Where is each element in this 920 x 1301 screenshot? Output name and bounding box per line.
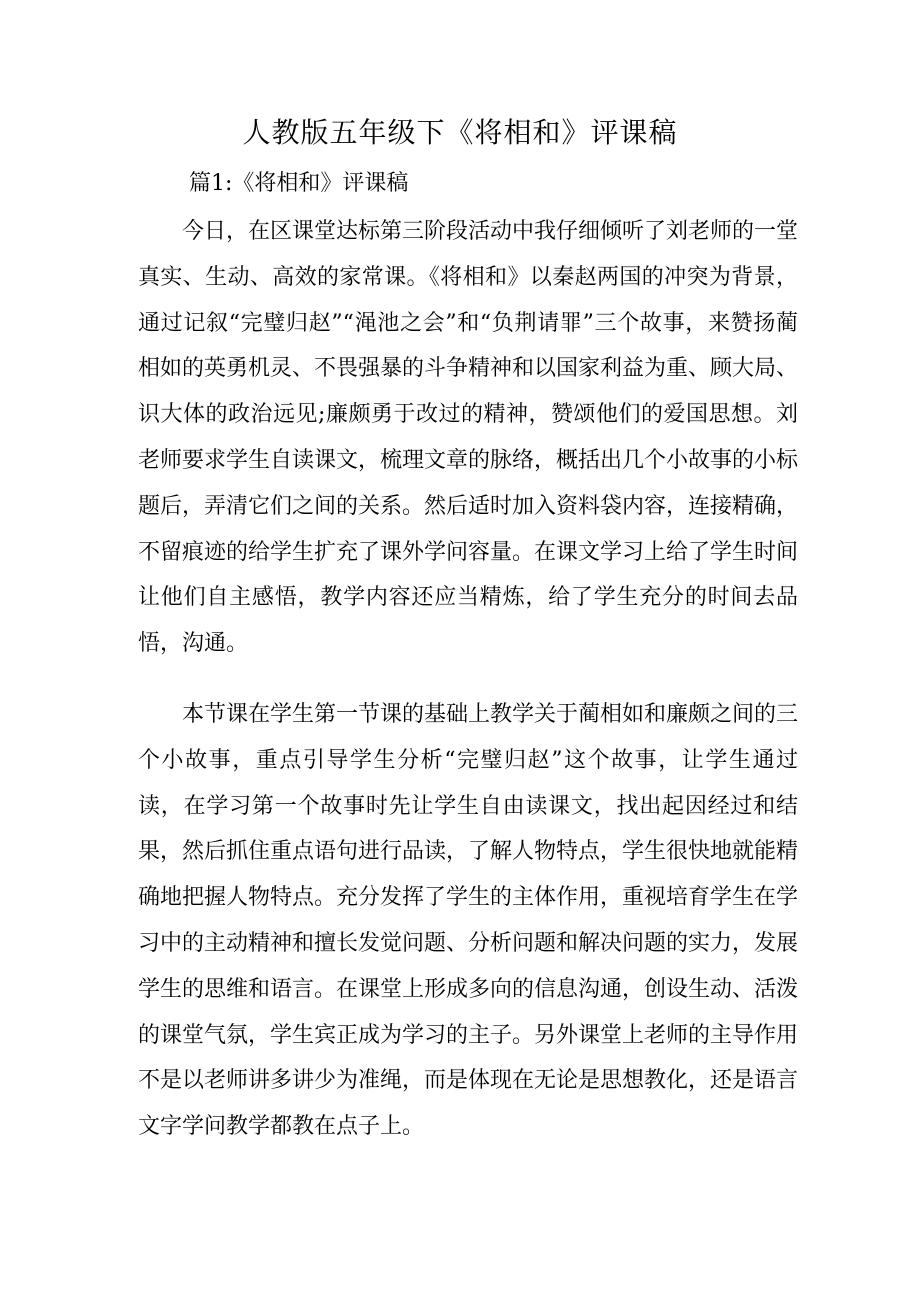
paragraph-1: 今日，在区课堂达标第三阶段活动中我仔细倾听了刘老师的一堂真实、生动、高效的家常课。《将相和》以秦赵两国的冲突为背景，通过记叙“完璧归赵”“渑池之会”和“负荆请罪”三个故事，来赞扬蔺相如的英勇机灵、不畏强暴的斗争精神和以国家利益为重、顾大局、识大体的政治远见;廉颇勇于改过的精神，赞颂他们的爱国思想。刘老师要求学生自读课文，梳理文章的脉络，概括出几个小故事的小标题后，弄清它们之间的关系。然后适时加入资料袋内容，连接精确，不留痕迹的给学生扩充了课外学问容量。在课文学习上给了学生时间让他们自主感悟，教学内容还应当精炼，给了学生充分的时间去品悟，沟通。 bbox=[138, 219, 799, 657]
document-title: 人教版五年级下《将相和》评课稿 bbox=[242, 116, 678, 149]
section-heading: 篇1:《将相和》评课稿 bbox=[189, 171, 409, 196]
paragraph-2: 本节课在学生第一节课的基础上教学关于蔺相如和廉颇之间的三个小故事，重点引导学生分析“完璧归赵”这个故事，让学生通过读，在学习第一个故事时先让学生自由读课文，找出起因经过和结果，然后抓住重点语句进行品读，了解人物特点，学生很快地就能精确地把握人物特点。充分发挥了学生的主体作用，重视培育学生在学习中的主动精神和擅长发觉问题、分析问题和解决问题的实力，发展学生的思维和语言。在课堂上形成多向的信息沟通，创设生动、活泼的课堂气氛，学生宾正成为学习的主子。另外课堂上老师的主导作用不是以老师讲多讲少为准绳，而是体现在无论是思想教化，还是语言文字学问教学都教在点子上。 bbox=[138, 702, 799, 1140]
